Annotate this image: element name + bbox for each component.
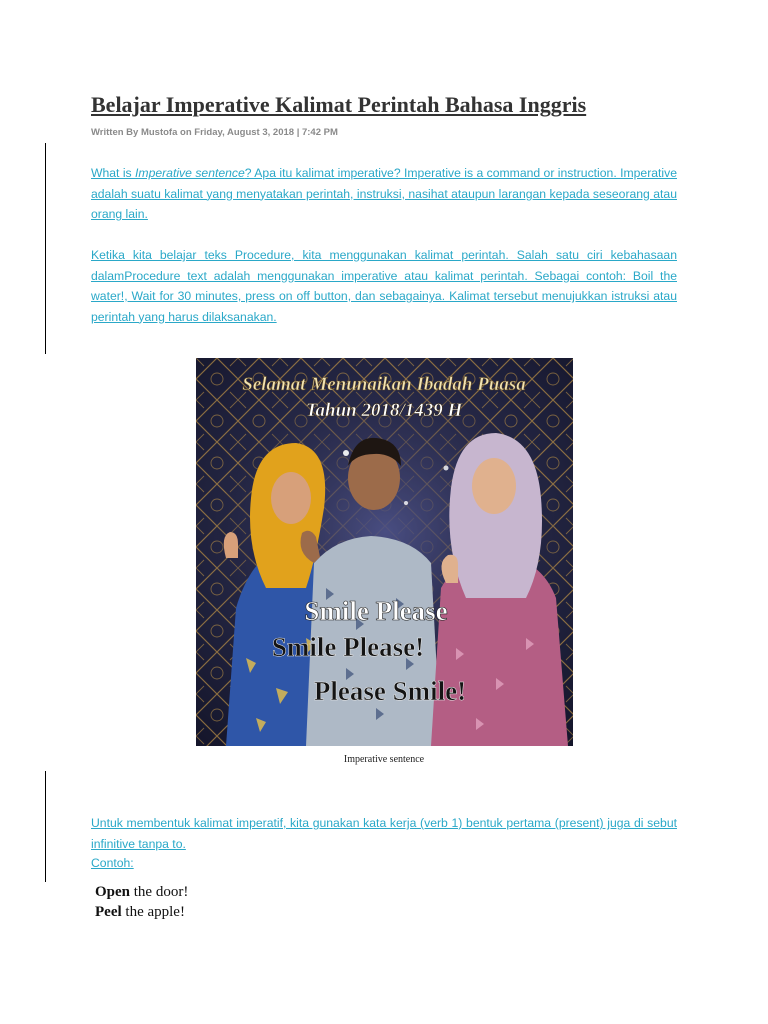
intro-text-before: What is bbox=[91, 166, 136, 180]
example-sentence bbox=[95, 884, 188, 901]
example-verb: Peel bbox=[95, 904, 122, 920]
contoh-label[interactable]: Contoh: bbox=[91, 856, 134, 870]
example-sentence bbox=[95, 904, 185, 921]
photo-illustration bbox=[196, 358, 573, 746]
example-rest: the door! bbox=[130, 884, 189, 900]
example-verb: Open bbox=[95, 884, 131, 900]
overlay-smile-please-exclaim: Smile Please! bbox=[271, 632, 425, 662]
photo-caption: Imperative sentence bbox=[343, 754, 425, 765]
procedure-paragraph[interactable]: Ketika kita belajar teks Procedure, kita menggunakan kalimat perintah. Salah satu ciri kebahasaan dalamProcedure text adalah menggunakan imperative atau kalimat perintah. Sebagai contoh: Boil the water!, Wait for 30 minutes, press on off button, dan sebagainya. Kalimat tersebut menujukkan istruksi atau perintah yang harus dilaksanakan. bbox=[91, 248, 677, 324]
example-rest: the apple! bbox=[121, 904, 185, 920]
article-photo bbox=[196, 358, 573, 746]
article-byline: Written By Mustofa on Friday, August 3, 2018 | 7:42 PM bbox=[91, 127, 338, 138]
article-title: Belajar Imperative Kalimat Perintah Bahasa Inggris bbox=[91, 92, 587, 117]
verb-paragraph[interactable]: Untuk membentuk kalimat imperatif, kita gunakan kata kerja (verb 1) bentuk pertama (present) juga di sebut infinitive tanpa to. bbox=[91, 816, 677, 851]
overlay-please-smile: Please Smile! bbox=[313, 676, 467, 706]
greeting-line-2: Tahun 2018/1439 H bbox=[305, 400, 463, 421]
intro-text-after: ? Apa itu kalimat imperative? Imperative is a command or instruction. Imperative adalah suatu kalimat yang menyatakan perintah, instruksi, nasihat ataupun larangan kepada seseorang atau orang lain. bbox=[91, 166, 677, 221]
margin-change-bar-2 bbox=[45, 771, 46, 882]
greeting-line-1: Selamat Menunaikan Ibadah Puasa bbox=[242, 374, 526, 395]
margin-change-bar bbox=[45, 143, 46, 354]
overlay-smile-please: Smile Please bbox=[304, 596, 448, 626]
intro-italic-term: Imperative sentence bbox=[135, 166, 245, 180]
intro-paragraph[interactable] bbox=[91, 163, 677, 225]
